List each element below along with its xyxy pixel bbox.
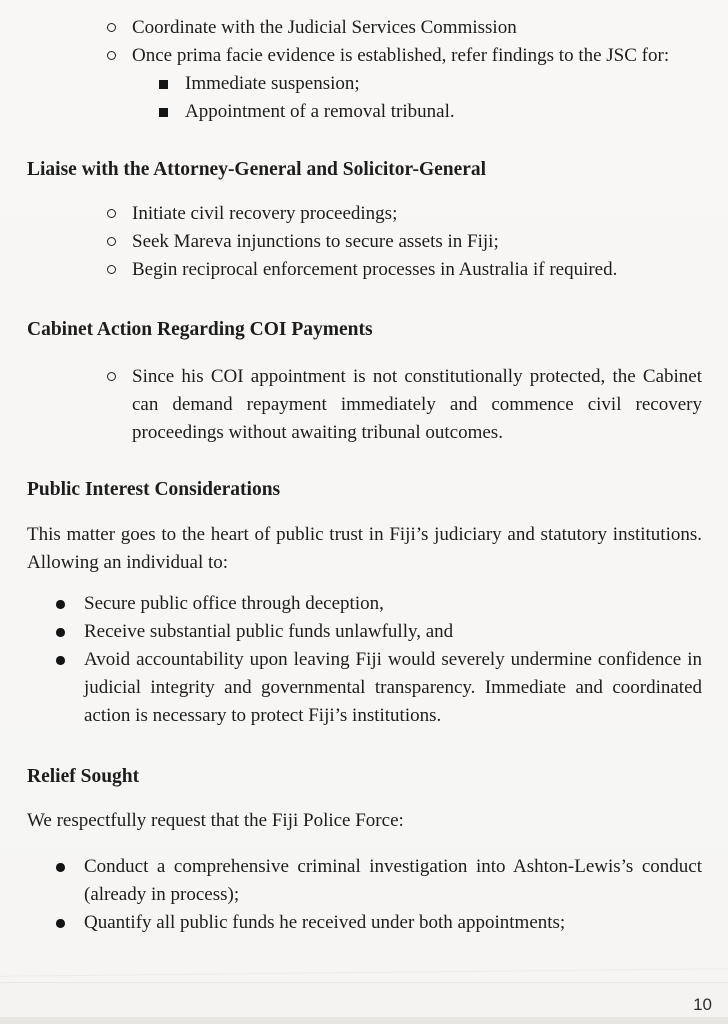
public-interest-list (27, 590, 702, 730)
list-item-text: Avoid accountability upon leaving Fiji would severely undermine confidence in judicial integrity and governmental transparency. Immediate and coordinated action is necessary to protect Fiji’s institutions. (84, 649, 702, 726)
cabinet-list (27, 363, 702, 447)
circle-bullet-icon (107, 237, 116, 246)
list-item-text: Begin reciprocal enforcement processes in Australia if required. (132, 259, 618, 280)
liaise-list (27, 200, 702, 284)
bullet-marker (105, 363, 132, 381)
circle-bullet-icon (107, 51, 116, 60)
list-item (27, 200, 702, 228)
list-item-text: Conduct a comprehensive criminal investigation into Ashton-Lewis’s conduct (already in process); (84, 856, 702, 905)
list-item-text: Coordinate with the Judicial Services Commission (132, 17, 517, 38)
section-heading-cabinet: Cabinet Action Regarding COI Payments (27, 319, 373, 340)
list-item (27, 853, 702, 909)
list-item (27, 618, 702, 646)
circle-bullet-icon (107, 209, 116, 218)
bullet-marker (105, 14, 132, 32)
page-number: 10 (693, 995, 712, 1014)
relief-paragraph: We respectfully request that the Fiji Police Force: (27, 810, 404, 831)
list-item (27, 363, 702, 447)
circle-bullet-icon (107, 265, 116, 274)
disc-bullet-icon (56, 863, 65, 872)
list-item (27, 228, 702, 256)
list-item-text: Once prima facie evidence is established, refer findings to the JSC for: (132, 45, 670, 66)
public-interest-paragraph: This matter goes to the heart of public trust in Fiji’s judiciary and statutory institutions. Allowing an individual to: (27, 524, 702, 573)
bullet-marker (56, 646, 84, 665)
jsc-referral-list (27, 14, 702, 126)
scan-artifact-line (0, 968, 728, 977)
sub-list-item (27, 98, 702, 126)
bullet-marker (158, 70, 185, 89)
list-item-text: Secure public office through deception, (84, 593, 384, 614)
disc-bullet-icon (56, 919, 65, 928)
sub-list-item-text: Immediate suspension; (185, 73, 360, 94)
disc-bullet-icon (56, 600, 65, 609)
list-item (27, 590, 702, 618)
list-item (27, 909, 702, 937)
section-heading-public-interest: Public Interest Considerations (27, 479, 281, 500)
sub-list-item (27, 70, 702, 98)
bullet-marker (105, 200, 132, 218)
bullet-marker (56, 618, 84, 637)
sub-list-item-text: Appointment of a removal tribunal. (185, 101, 455, 122)
bullet-marker (56, 590, 84, 609)
list-item (27, 14, 702, 42)
section-heading-liaise: Liaise with the Attorney-General and Solicitor-General (27, 159, 487, 180)
list-item-text: Since his COI appointment is not constitutionally protected, the Cabinet can demand repayment immediately and commence civil recovery proceedings without awaiting tribunal outcomes. (132, 366, 702, 443)
list-item-text: Quantify all public funds he received under both appointments; (84, 912, 566, 933)
list-item (27, 646, 702, 730)
square-bullet-icon (159, 80, 168, 89)
list-item-text: Initiate civil recovery proceedings; (132, 203, 398, 224)
bullet-marker (56, 853, 84, 872)
list-item-text: Seek Mareva injunctions to secure assets in Fiji; (132, 231, 499, 252)
section-heading-relief: Relief Sought (27, 766, 140, 787)
circle-bullet-icon (107, 23, 116, 32)
list-item-text: Receive substantial public funds unlawfully, and (84, 621, 454, 642)
square-bullet-icon (159, 108, 168, 117)
circle-bullet-icon (107, 372, 116, 381)
bullet-marker (56, 909, 84, 928)
list-item (27, 42, 702, 70)
page-bottom-edge (0, 1017, 728, 1024)
bullet-marker (105, 256, 132, 274)
bullet-marker (105, 228, 132, 246)
list-item (27, 256, 702, 284)
bullet-marker (105, 42, 132, 60)
disc-bullet-icon (56, 656, 65, 665)
disc-bullet-icon (56, 628, 65, 637)
bullet-marker (158, 98, 185, 117)
relief-list (27, 853, 702, 937)
